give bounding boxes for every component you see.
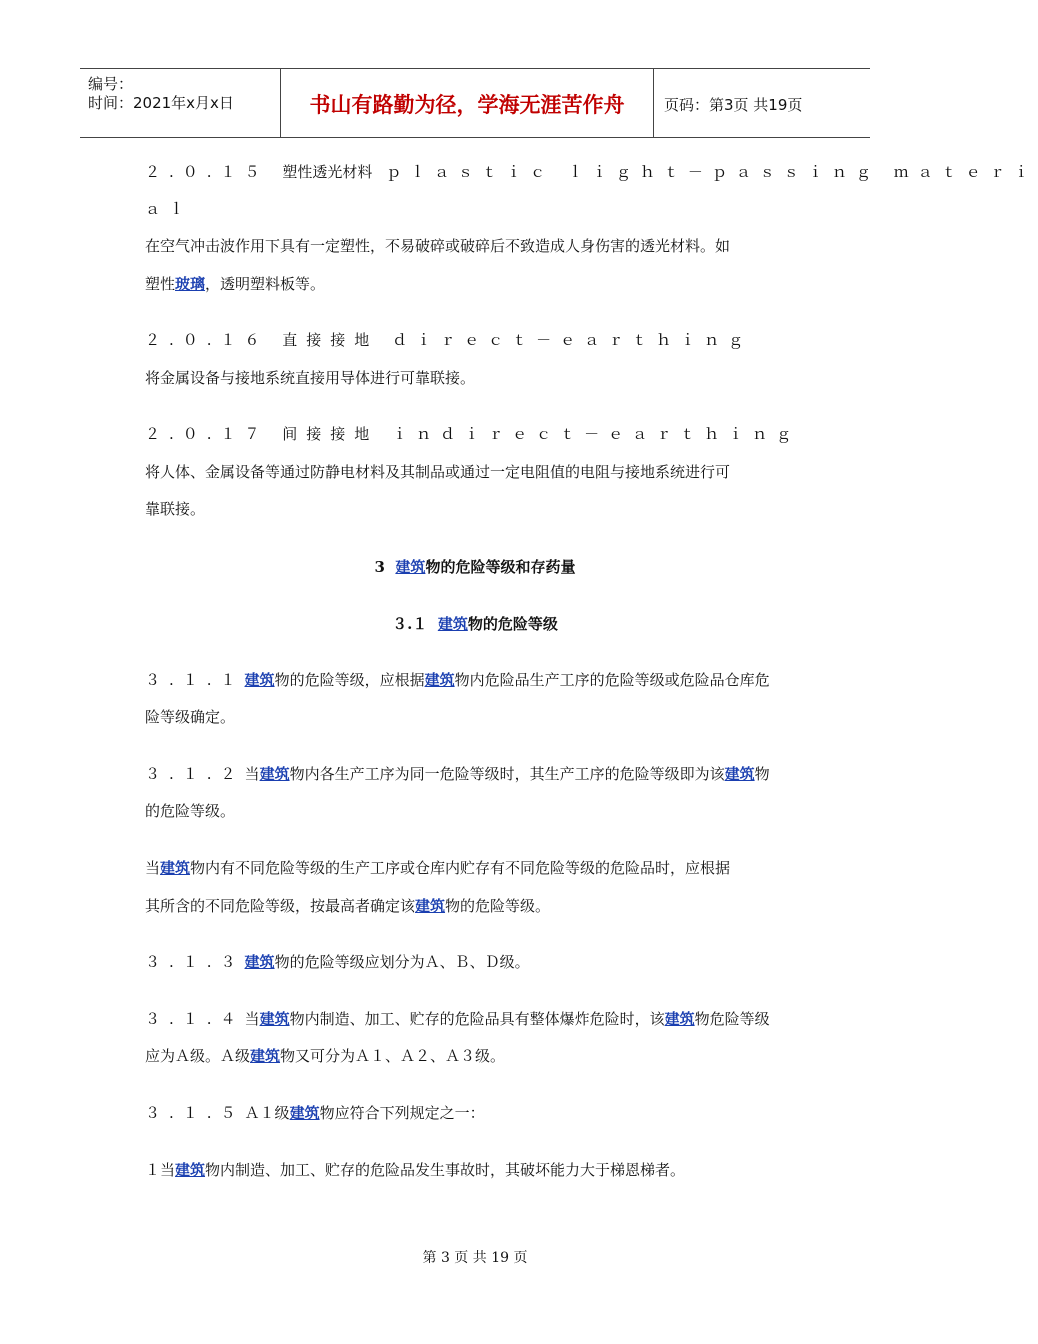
building-link[interactable]: 建筑 xyxy=(395,558,426,576)
section-2-0-15-heading xyxy=(145,162,1038,182)
clause-number: ３.１.３ xyxy=(145,953,245,971)
text: 物危险等级 xyxy=(694,1010,770,1028)
text: 其所含的不同危险等级，按最高者确定该 xyxy=(145,897,416,915)
text: ，透明塑料板等。 xyxy=(205,275,326,293)
term-en: ｐｌａｓｔｉｃ ｌｉｇｈｔ－ｐａｓｓｉｎｇ ｍａｔｅｒｉ xyxy=(386,163,1038,181)
building-link[interactable]: 建筑 xyxy=(437,615,468,633)
text: 物应符合下列规定之一： xyxy=(319,1104,485,1122)
clause-3-1-4-line2 xyxy=(145,1046,505,1066)
text: 物内有不同危险等级的生产工序或仓库内贮存有不同危险等级的危险品时，应根据 xyxy=(190,859,731,877)
text: 塑性 xyxy=(145,275,176,293)
clause-3-1-1-line1 xyxy=(145,670,770,690)
paragraph-line2 xyxy=(145,896,550,916)
term-cn: 塑性透光材料 xyxy=(282,163,373,181)
building-link[interactable]: 建筑 xyxy=(244,953,275,971)
page-label: 页码：第3页 共19页 xyxy=(664,96,803,114)
clause-3-1-2-line1 xyxy=(145,764,770,784)
text: 物的危险等级。 xyxy=(445,897,551,915)
clause-number: ３.１.４ xyxy=(145,1010,245,1028)
text: 物的危险等级应划分为Ａ、Ｂ、Ｄ级。 xyxy=(274,953,530,971)
section-number: ３.１ xyxy=(392,615,428,633)
time-label: 时间：2021年x月x日 xyxy=(88,94,234,112)
clause-3-1-5-item-1 xyxy=(145,1160,685,1180)
clause-3-1-1-line2: 险等级确定。 xyxy=(145,708,236,726)
definition-2-0-15-line1: 在空气冲击波作用下具有一定塑性，不易破碎或破碎后不致造成人身伤害的透光材料。如 xyxy=(145,237,731,255)
clause-3-1-3 xyxy=(145,952,530,972)
section-title: 物的危险等级 xyxy=(467,615,558,633)
building-link[interactable]: 建筑 xyxy=(724,765,755,783)
text: 物的危险等级，应根据 xyxy=(274,671,425,689)
text: 当 xyxy=(244,1010,260,1028)
clause-number: ３.１.２ xyxy=(145,765,245,783)
section-2-0-17-heading: ２.０.１７ 间接接地 ｉｎｄｉｒｅｃｔ－ｅａｒｔｈｉｎｇ xyxy=(145,425,801,443)
building-link[interactable]: 建筑 xyxy=(160,859,191,877)
clause-number: ３.１.１ xyxy=(145,671,245,689)
definition-2-0-16: 将金属设备与接地系统直接用导体进行可靠联接。 xyxy=(145,369,476,387)
chapter-3-heading xyxy=(0,556,950,577)
term-en-continued: ａｌ xyxy=(145,200,194,218)
building-link[interactable]: 建筑 xyxy=(664,1010,695,1028)
glass-link[interactable]: 玻璃 xyxy=(175,275,206,293)
clause-3-1-5 xyxy=(145,1103,485,1123)
page-header xyxy=(80,68,870,138)
motto: 书山有路勤为径，学海无涯苦作舟 xyxy=(309,93,625,117)
building-link[interactable]: 建筑 xyxy=(250,1047,281,1065)
definition-2-0-17-line2: 靠联接。 xyxy=(145,500,206,518)
building-link[interactable]: 建筑 xyxy=(244,671,275,689)
chapter-title: 物的危险等级和存药量 xyxy=(425,558,576,576)
text: 应为Ａ级。Ａ级 xyxy=(145,1047,251,1065)
section-3-1-heading xyxy=(0,613,950,634)
text: 物内各生产工序为同一危险等级时，其生产工序的危险等级即为该 xyxy=(289,765,725,783)
text: 当 xyxy=(244,765,260,783)
definition-2-0-17-line1: 将人体、金属设备等通过防静电材料及其制品或通过一定电阻值的电阻与接地系统进行可 xyxy=(145,463,731,481)
text: Ａ１级 xyxy=(244,1104,290,1122)
text: １当 xyxy=(145,1161,176,1179)
chapter-number: 3 xyxy=(374,558,385,576)
page-footer: 第 3 页 共 19 页 xyxy=(422,1250,528,1266)
building-link[interactable]: 建筑 xyxy=(175,1161,206,1179)
header-meta-cell xyxy=(80,69,281,137)
section-2-0-16-heading: ２.０.１６ 直接接地 ｄｉｒｅｃｔ－ｅａｒｔｈｉｎｇ xyxy=(145,331,753,349)
text: 物内危险品生产工序的危险等级或危险品仓库危 xyxy=(454,671,770,689)
section-number: ２.０.１５ xyxy=(145,163,269,181)
text: 物内制造、加工、贮存的危险品发生事故时，其破坏能力大于梯恩梯者。 xyxy=(205,1161,686,1179)
building-link[interactable]: 建筑 xyxy=(259,765,290,783)
paragraph-line1 xyxy=(145,858,730,878)
clause-3-1-4-line1 xyxy=(145,1009,770,1029)
building-link[interactable]: 建筑 xyxy=(289,1104,320,1122)
building-link[interactable]: 建筑 xyxy=(424,671,455,689)
definition-2-0-15-line2 xyxy=(145,274,325,294)
text: 当 xyxy=(145,859,161,877)
number-label: 编号： xyxy=(88,75,134,93)
text: 物 xyxy=(754,765,770,783)
text: 物又可分为Ａ１、Ａ２、Ａ３级。 xyxy=(280,1047,506,1065)
clause-number: ３.１.５ xyxy=(145,1104,245,1122)
header-motto-cell xyxy=(281,69,654,137)
header-page-cell xyxy=(654,69,870,137)
text: 物内制造、加工、贮存的危险品具有整体爆炸危险时，该 xyxy=(289,1010,665,1028)
building-link[interactable]: 建筑 xyxy=(415,897,446,915)
clause-3-1-2-line2: 的危险等级。 xyxy=(145,802,236,820)
building-link[interactable]: 建筑 xyxy=(259,1010,290,1028)
